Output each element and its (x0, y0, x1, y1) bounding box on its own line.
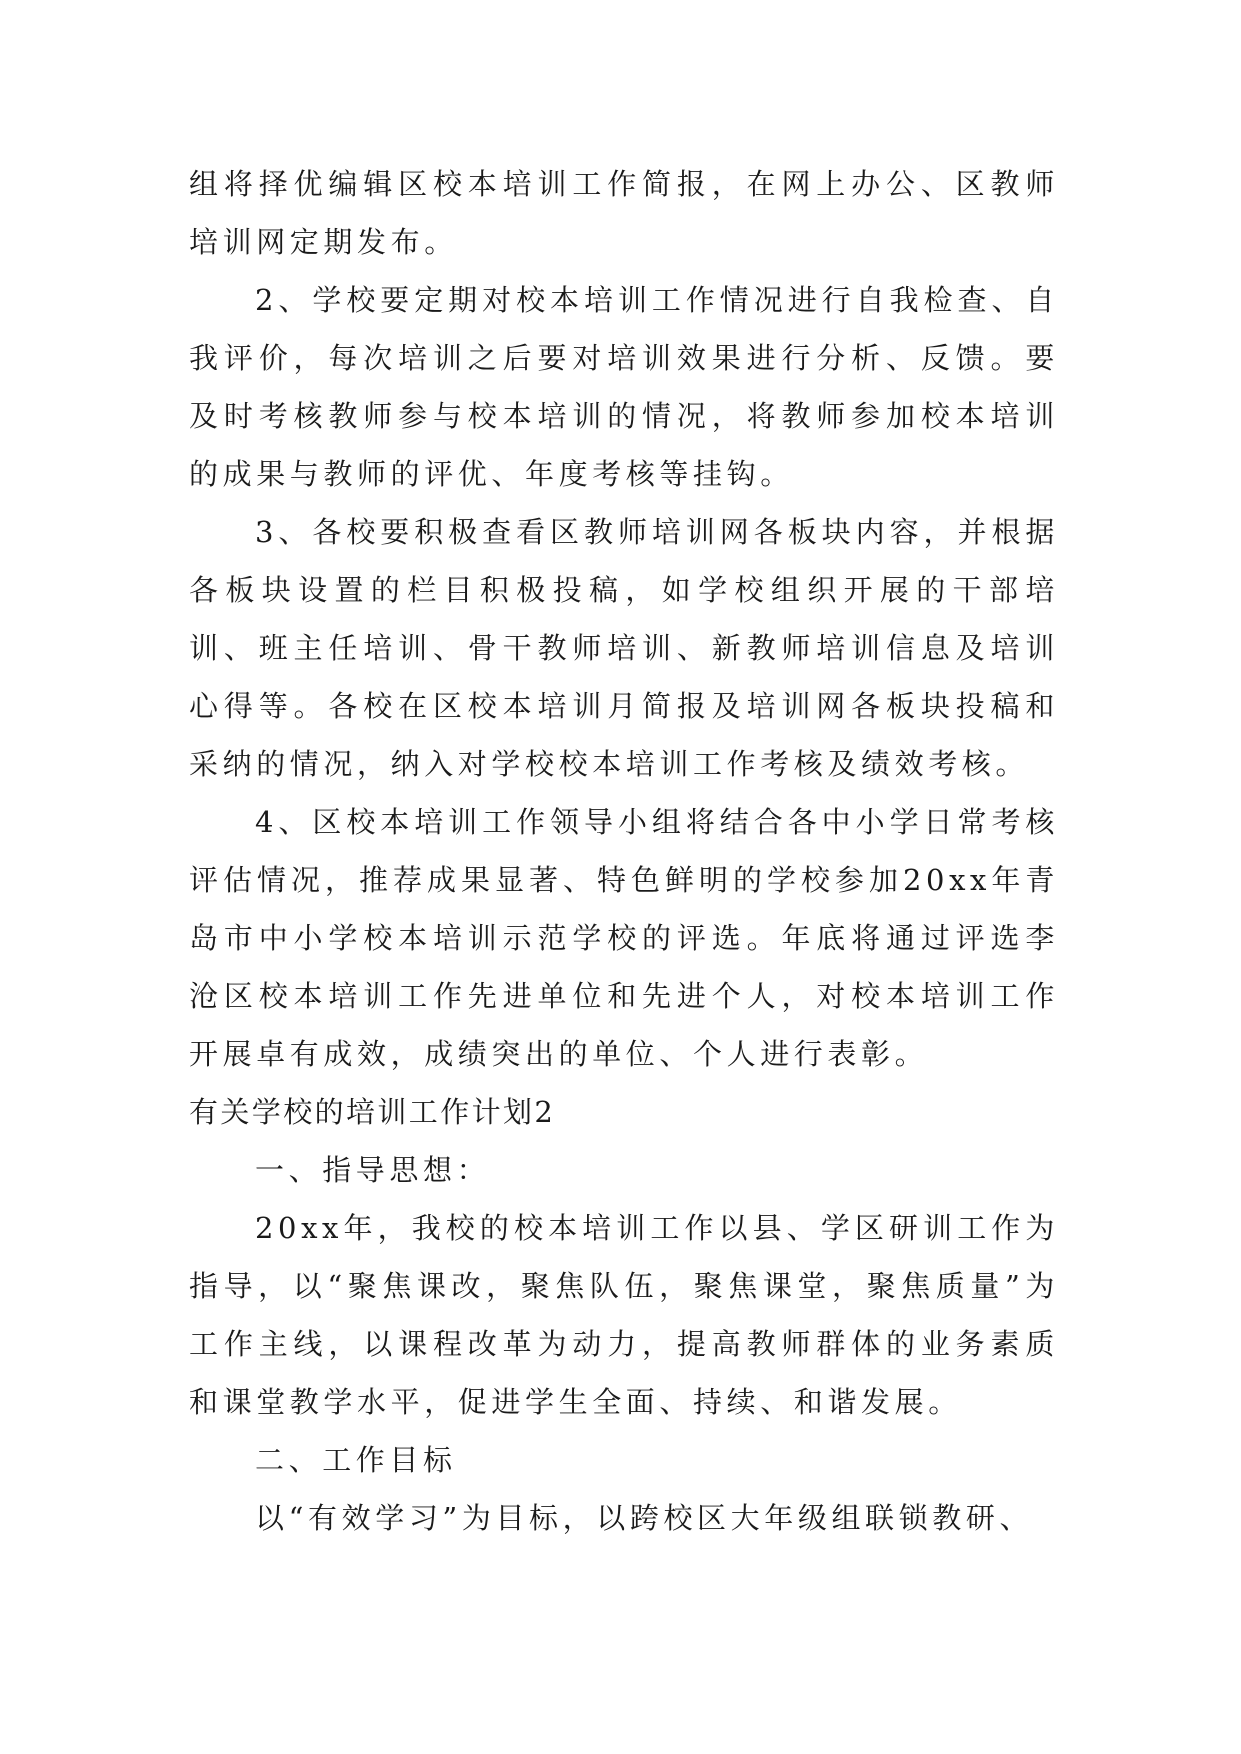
paragraph-continuation: 组将择优编辑区校本培训工作简报，在网上办公、区教师培训网定期发布。 (189, 167, 1059, 259)
document-body (189, 155, 1059, 1547)
paragraph-item-3: 3、各校要积极查看区教师培训网各板块内容，并根据各板块设置的栏目积极投稿，如学校组织开展的干部培训、班主任培训、骨干教师培训、新教师培训信息及培训心得等。各校在区校本培训月简报及培训网各板块投稿和采纳的情况，纳入对学校校本培训工作考核及绩效考核。 (189, 515, 1059, 781)
paragraph-item-2: 2、学校要定期对校本培训工作情况进行自我检查、自我评价，每次培训之后要对培训效果进行分析、反馈。要及时考核教师参与校本培训的情况，将教师参加校本培训的成果与教师的评优、年度考核等挂钩。 (189, 283, 1059, 491)
section-1-heading: 一、指导思想： (255, 1153, 491, 1187)
section-title: 有关学校的培训工作计划2 (189, 1095, 556, 1129)
section-2-heading: 二、工作目标 (255, 1443, 457, 1477)
paragraph-item-4: 4、区校本培训工作领导小组将结合各中小学日常考核评估情况，推荐成果显著、特色鲜明的学校参加20xx年青岛市中小学校本培训示范学校的评选。年底将通过评选李沧区校本培训工作先进单位和先进个人，对校本培训工作开展卓有成效，成绩突出的单位、个人进行表彰。 (189, 805, 1059, 1071)
section-1-body: 20xx年，我校的校本培训工作以县、学区研训工作为指导，以“聚焦课改，聚焦队伍，聚焦课堂，聚焦质量”为工作主线，以课程改革为动力，提高教师群体的业务素质和课堂教学水平，促进学生全面、持续、和谐发展。 (189, 1211, 1059, 1419)
section-2-body: 以“有效学习”为目标，以跨校区大年级组联锁教研、 (255, 1501, 1034, 1535)
